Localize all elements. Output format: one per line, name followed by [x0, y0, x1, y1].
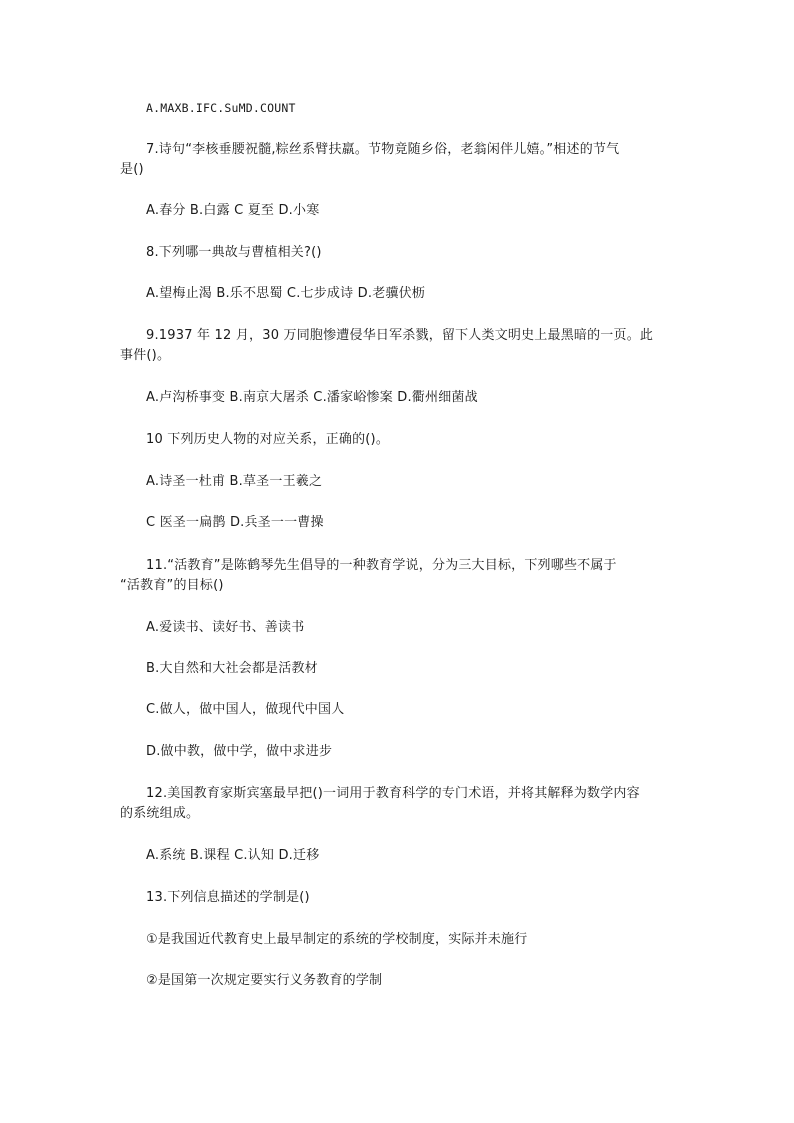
q6-options: A.MAXB.IFC.SuMD.COUNT: [146, 101, 296, 115]
q8-question: 8.下列哪一典故与曹植相关?(): [146, 245, 322, 260]
q13-item-2: ②是国第一次规定要实行义务教育的学制: [146, 973, 383, 988]
q11-option-b: B.大自然和大社会都是活教材: [146, 661, 318, 676]
q11-option-d: D.做中教，做中学，做中求进步: [146, 744, 333, 759]
q11-question-line1: 11.“活教育”是陈鹤琴先生倡导的一种教育学说，分为三大目标，下列哪些不属于: [146, 558, 617, 573]
q12-question-line2: 的系统组成。: [120, 806, 200, 821]
q12-question-line1: 12.美国教育家斯宾塞最早把()一词用于教育科学的专门术语，并将其解释为数学内容: [146, 786, 640, 801]
q13-question: 13.下列信息描述的学制是(): [146, 890, 310, 905]
q11-option-c: C.做人，做中国人，做现代中国人: [146, 702, 345, 717]
q11-question-line2: “活教育”的目标(): [120, 578, 224, 593]
q7-question-line2: 是(): [120, 162, 144, 177]
q12-options: A.系统 B.课程 C.认知 D.迁移: [146, 848, 320, 863]
q9-question-line1: 9.1937 年 12 月，30 万同胞惨遭侵华日军杀戮，留下人类文明史上最黑暗的一页。此: [146, 328, 654, 343]
q7-question-line1: 7.诗句“李核垂腰祝髓,粽丝系臂扶羸。节物竟随乡俗，老翁闲伴儿嬉。”相述的节气: [146, 142, 620, 157]
q11-option-a: A.爱读书、读好书、善读书: [146, 620, 305, 635]
q7-options: A.春分 B.白露 C 夏至 D.小寒: [146, 203, 320, 218]
q13-item-1: ①是我国近代教育史上最早制定的系统的学校制度，实际并未施行: [146, 932, 528, 947]
q10-options-cd: C 医圣一扁鹊 D.兵圣一一曹操: [146, 515, 324, 530]
q10-question: 10 下列历史人物的对应关系，正确的()。: [146, 432, 390, 447]
q9-question-line2: 事件()。: [120, 348, 171, 363]
q8-options: A.望梅止渴 B.乐不思蜀 C.七步成诗 D.老骥伏枥: [146, 286, 425, 301]
q9-options: A.卢沟桥事变 B.南京大屠杀 C.潘家峪惨案 D.衢州细菌战: [146, 390, 478, 405]
q10-options-ab: A.诗圣一杜甫 B.草圣一王羲之: [146, 474, 323, 489]
